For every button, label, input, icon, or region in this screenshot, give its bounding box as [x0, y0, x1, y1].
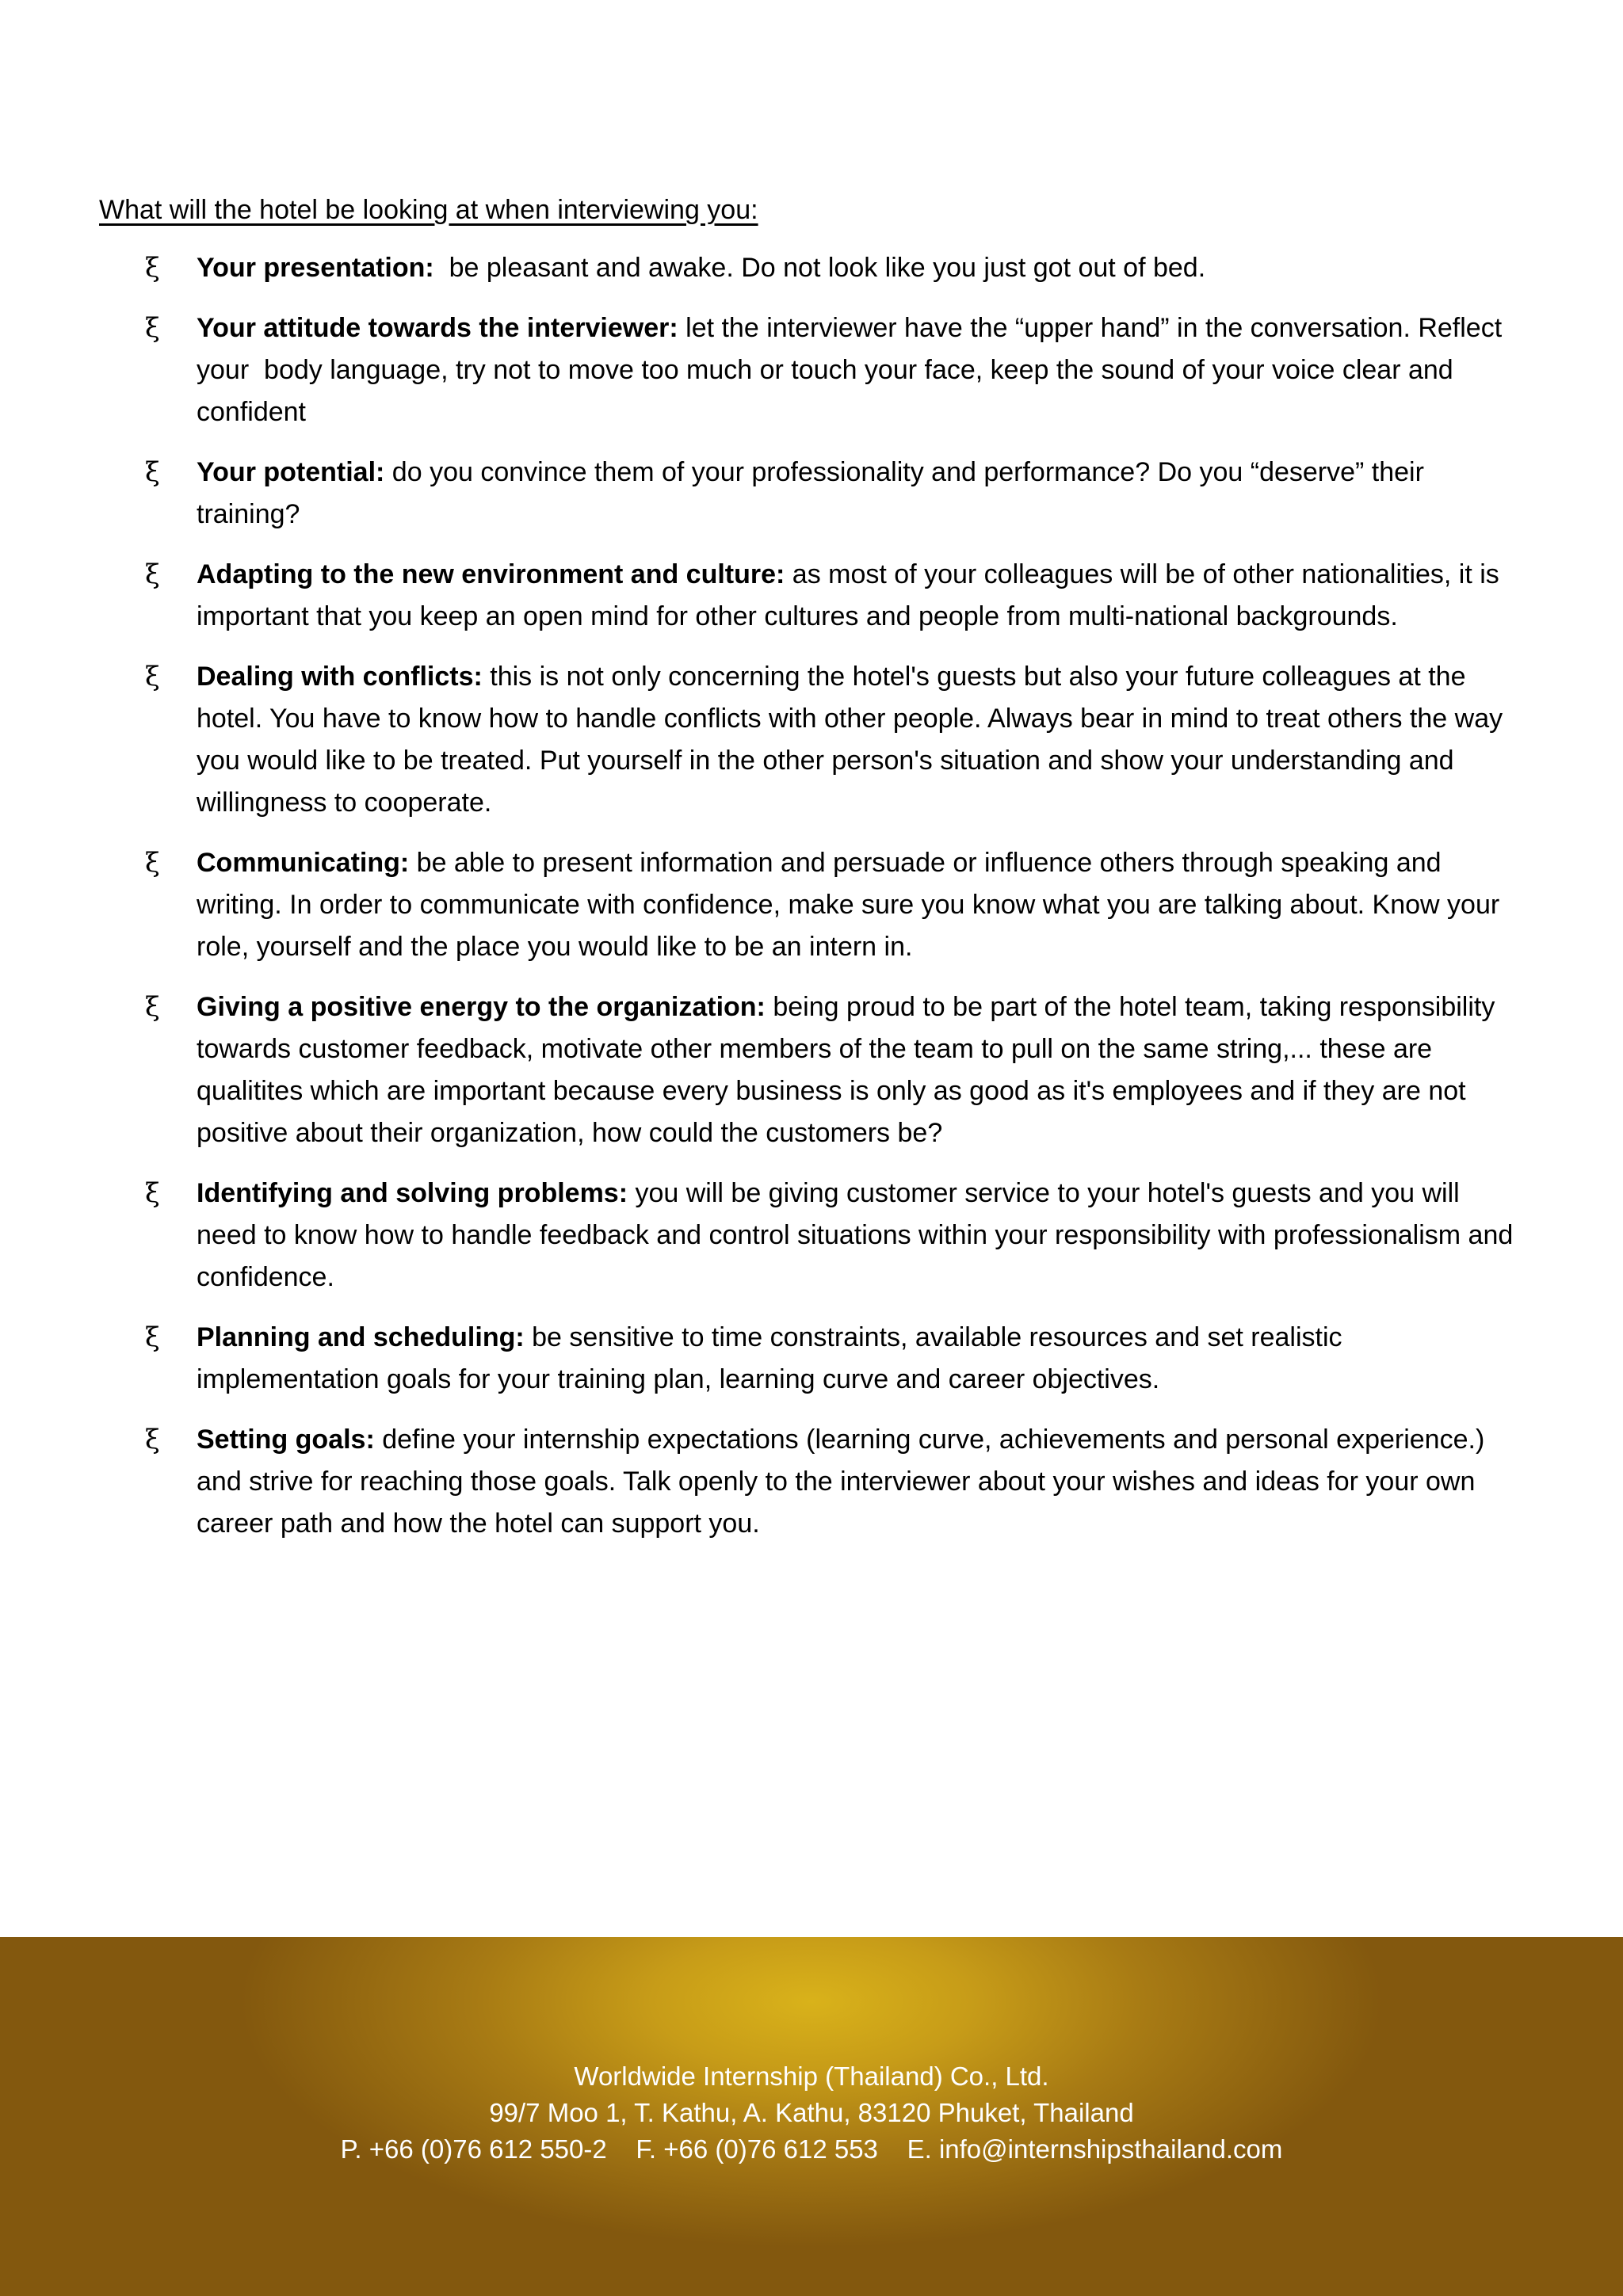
item-text: be able to present information and persuade or influence others through speaking and writing. In order to communicate with confidence, make sure you know what you are talking about. Know your role, yourself and the place you would like to be an intern in. [197, 848, 1500, 962]
item-text: as most of your colleagues will be of other nationalities, it is important that you keep an open mind for other cultures and people from multi-national backgrounds. [197, 559, 1499, 631]
list-item [99, 247, 1518, 289]
item-term: Giving a positive energy to the organization: [197, 992, 766, 1022]
list-item [99, 656, 1518, 824]
footer-company: Worldwide Internship (Thailand) Co., Ltd. [574, 2061, 1049, 2091]
footer-contacts [0, 2131, 1623, 2168]
item-text: let the interviewer have the “upper hand” in the conversation. Reflect your body language, try not to move too much or touch your face, keep the sound of your voice clear and confident [197, 313, 1510, 427]
footer-separator [878, 2134, 907, 2164]
footer-separator [607, 2134, 636, 2164]
item-text: this is not only concerning the hotel's guests but also your future colleagues at the hotel. You have to know how to handle conflicts with other people. Always bear in mind to treat others the way you would like to be treated. Put yourself in the other person's situation and show your understanding and willingness to cooperate. [197, 662, 1503, 818]
bullet-icon: ξ [145, 1424, 160, 1455]
criteria-list [99, 247, 1518, 1545]
footer-contact-block [0, 2058, 1623, 2168]
bullet-icon: ξ [145, 661, 160, 692]
item-term: Your attitude towards the interviewer: [197, 313, 678, 343]
list-item [99, 986, 1518, 1154]
bullet-icon: ξ [145, 559, 160, 590]
bullet-icon: ξ [145, 1322, 160, 1353]
list-item [99, 1419, 1518, 1545]
bullet-icon: ξ [145, 252, 160, 284]
item-term: Your presentation: [197, 253, 434, 283]
item-text: be sensitive to time constraints, available resources and set realistic implementation goals for your training plan, learning curve and career objectives. [197, 1322, 1342, 1394]
list-item [99, 452, 1518, 536]
footer-address: 99/7 Moo 1, T. Kathu, A. Kathu, 83120 Phuket, Thailand [489, 2098, 1134, 2127]
bullet-icon: ξ [145, 312, 160, 344]
list-item [99, 1317, 1518, 1401]
section-heading: What will the hotel be looking at when interviewing you: [99, 195, 758, 225]
footer-fax: F. +66 (0)76 612 553 [636, 2134, 878, 2164]
footer-email[interactable]: E. info@internshipsthailand.com [907, 2134, 1283, 2164]
list-item [99, 842, 1518, 968]
bullet-icon: ξ [145, 1177, 160, 1209]
item-text: define your internship expectations (learning curve, achievements and personal experience.) and strive for reaching those goals. Talk openly to the interviewer about your wishes and ideas for your own career path and how the hotel can support you. [197, 1425, 1485, 1539]
item-term: Planning and scheduling: [197, 1322, 525, 1352]
footer-phone: P. +66 (0)76 612 550-2 [340, 2134, 607, 2164]
list-item [99, 1173, 1518, 1299]
item-term: Adapting to the new environment and culture: [197, 559, 785, 589]
item-text: you will be giving customer service to your hotel's guests and you will need to know how to handle feedback and control situations within your responsibility with professionalism and confidence. [197, 1178, 1514, 1292]
item-term: Communicating: [197, 848, 410, 878]
bullet-icon: ξ [145, 847, 160, 879]
item-text: be pleasant and awake. Do not look like you just got out of bed. [433, 253, 1206, 283]
list-item [99, 554, 1518, 638]
bullet-icon: ξ [145, 991, 160, 1023]
item-text: being proud to be part of the hotel team, taking responsibility towards customer feedback, motivate other members of the team to pull on the same string,... these are qualitites which are important because every business is only as good as it's employees and if they are not positive about their organization, how could the customers be? [197, 992, 1495, 1148]
item-term: Your potential: [197, 457, 385, 487]
bullet-icon: ξ [145, 456, 160, 488]
item-term: Setting goals: [197, 1425, 375, 1455]
item-term: Dealing with conflicts: [197, 662, 483, 692]
item-term: Identifying and solving problems: [197, 1178, 628, 1208]
item-text: do you convince them of your professionality and performance? Do you “deserve” their training? [197, 457, 1424, 529]
page-footer [0, 1937, 1623, 2296]
document-body [99, 190, 1518, 1563]
list-item [99, 307, 1518, 433]
